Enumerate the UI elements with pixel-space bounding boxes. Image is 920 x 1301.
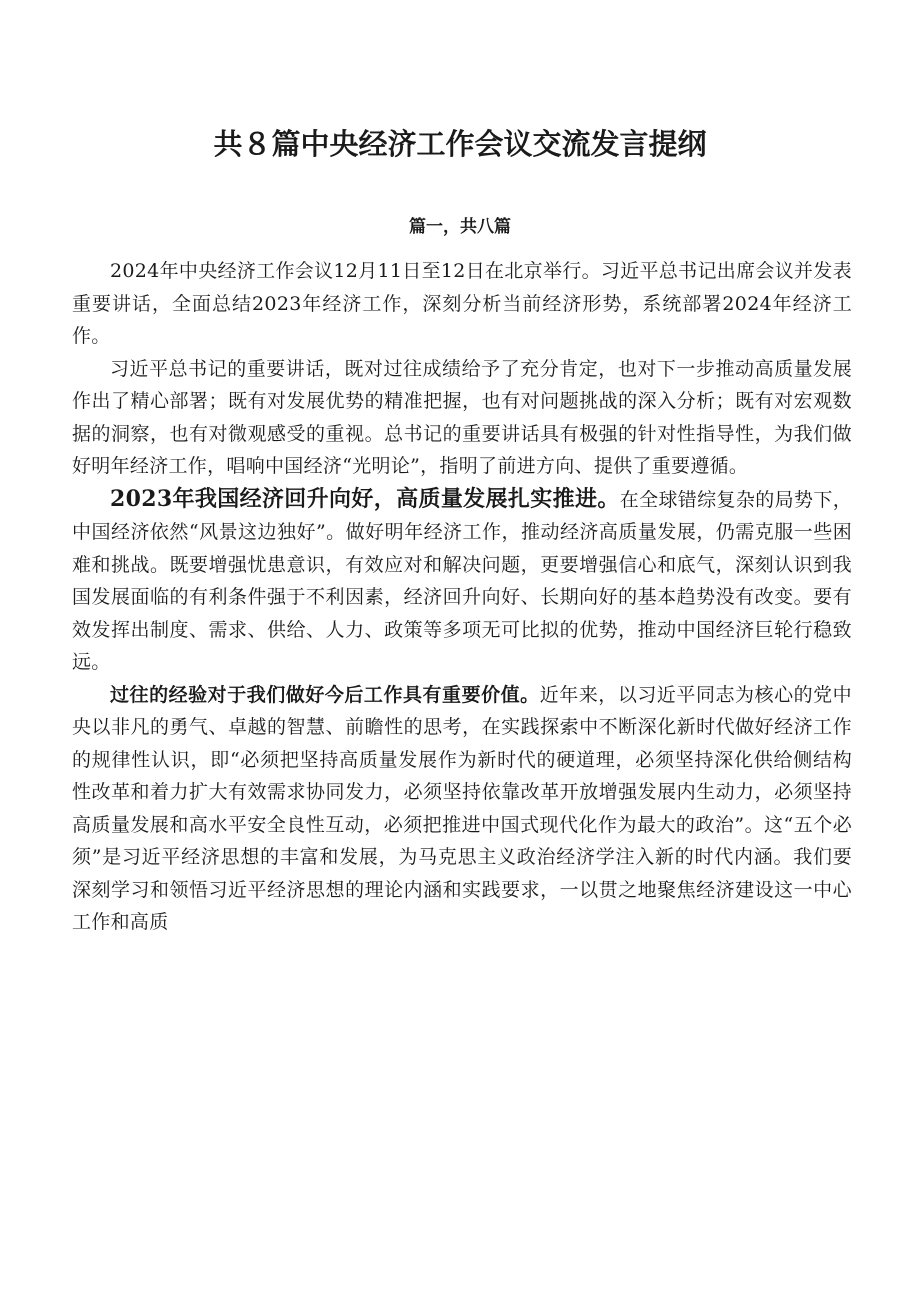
paragraph-4 — [72, 679, 852, 939]
document-title: 共８篇中央经济工作会议交流发言提纲 — [213, 127, 707, 161]
section-title: 篇一，共八篇 — [409, 217, 511, 237]
paragraph-3-lead: 2023年我国经济回升向好，高质量发展扎实推进。 — [110, 485, 620, 512]
paragraph-1-text: 2024年中央经济工作会议12月11日至12日在北京举行。习近平总书记出席会议并发表重要讲话，全面总结2023年经济工作，深刻分析当前经济形势，系统部署2024年经济工作。 — [72, 260, 852, 347]
document-body — [72, 255, 852, 939]
paragraph-3-text: 在全球错综复杂的局势下，中国经济依然“风景这边独好”。做好明年经济工作，推动经济高质量发展，仍需克服一些困难和挑战。既要增强忧患意识，有效应对和解决问题，更要增强信心和底气，深刻认识到我国发展面临的有利条件强于不利因素，经济回升向好、长期向好的基本趋势没有改变。要有效发挥出制度、需求、供给、人力、政策等多项无可比拟的优势，推动中国经济巨轮行稳致远。 — [72, 488, 852, 673]
paragraph-4-text: 近年来，以习近平同志为核心的党中央以非凡的勇气、卓越的智慧、前瞻性的思考，在实践探索中不断深化新时代做好经济工作的规律性认识，即“必须把坚持高质量发展作为新时代的硬道理，必须坚持深化供给侧结构性改革和着力扩大有效需求协同发力，必须坚持依靠改革开放增强发展内生动力，必须坚持高质量发展和高水平安全良性互动，必须把推进中国式现代化作为最大的政治”。这“五个必须”是习近平经济思想的丰富和发展，为马克思主义政治经济学注入新的时代内涵。我们要深刻学习和领悟习近平经济思想的理论内涵和实践要求，一以贯之地聚焦经济建设这一中心工作和高质 — [72, 683, 852, 933]
paragraph-2-text: 习近平总书记的重要讲话，既对过往成绩给予了充分肯定，也对下一步推动高质量发展作出了精心部署；既有对发展优势的精准把握，也有对问题挑战的深入分析；既有对宏观数据的洞察，也有对微观感受的重视。总书记的重要讲话具有极强的针对性指导性，为我们做好明年经济工作，唱响中国经济“光明论”，指明了前进方向、提供了重要遵循。 — [72, 357, 852, 477]
paragraph-3 — [72, 483, 852, 679]
paragraph-4-lead: 过往的经验对于我们做好今后工作具有重要价值。 — [110, 683, 540, 706]
paragraph-1 — [72, 255, 852, 353]
paragraph-2 — [72, 353, 852, 483]
